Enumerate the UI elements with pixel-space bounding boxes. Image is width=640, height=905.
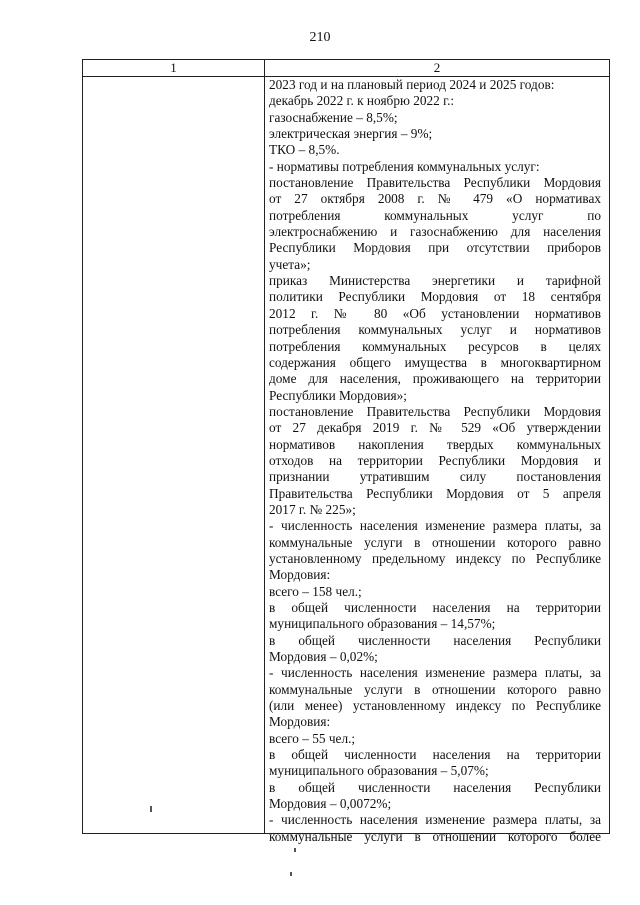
- table-body: [83, 77, 609, 844]
- scan-mark: [290, 872, 292, 876]
- text-line: учета»;: [269, 256, 311, 272]
- text-line: - численность населения изменение размера платы, за: [269, 518, 601, 534]
- text-line: содержания общего имущества в многоквартирном: [269, 354, 601, 370]
- text-line: Республики Мордовия при отсутствии приборов: [269, 240, 601, 256]
- text-line: постановление Правительства Республики Мордовия: [269, 403, 601, 419]
- text-line: в общей численности населения на территории: [269, 600, 601, 615]
- text-line: газоснабжение – 8,5%;: [269, 109, 398, 125]
- text-line: 2023 год и на плановый период 2024 и 2025 годов:: [269, 77, 555, 92]
- content-table: [82, 59, 610, 844]
- table-header-row: [83, 60, 609, 77]
- text-line: Мордовия – 0,0072%;: [269, 796, 392, 812]
- text-line: муниципального образования – 5,07%;: [269, 763, 489, 779]
- text-line: в общей численности населения Республики: [269, 779, 601, 795]
- text-line: 2017 г. № 225»;: [269, 501, 356, 517]
- text-line: всего – 158 чел.;: [269, 583, 362, 599]
- text-line: Мордовия:: [269, 714, 331, 730]
- text-line: приказ Министерства энергетики и тарифной: [269, 273, 601, 289]
- text-line: муниципального образования – 14,57%;: [269, 616, 496, 632]
- text-line: ТКО – 8,5%.: [269, 142, 340, 158]
- text-line: электрическая энергия – 9%;: [269, 126, 433, 142]
- text-line: всего – 55 чел.;: [269, 730, 356, 746]
- table-cell-column-2: [269, 77, 601, 845]
- text-line: (или менее) установленному индексу по Республике: [269, 698, 601, 714]
- text-line: от 27 декабря 2019 г. № 529 «Об утверждении: [269, 420, 601, 436]
- text-line: нормативов накопления твердых коммунальных: [269, 436, 601, 452]
- text-line: - нормативы потребления коммунальных услуг:: [269, 158, 540, 174]
- column-header-2: 2: [433, 60, 441, 75]
- text-line: Мордовия:: [269, 567, 331, 583]
- column-header-1: 1: [83, 60, 265, 76]
- text-line: Республики Мордовия»;: [269, 387, 407, 403]
- text-line: Правительства Республики Мордовия от 5 апреля: [269, 485, 601, 501]
- text-line: в общей численности населения Республики: [269, 632, 601, 648]
- text-line: политики Республики Мордовия от 18 сентября: [269, 289, 601, 305]
- text-line: в общей численности населения на территории: [269, 747, 601, 763]
- text-line: электроснабжению и газоснабжению для населения: [269, 224, 601, 240]
- text-line: доме для населения, проживающего на территории: [269, 371, 601, 387]
- column-divider: [264, 77, 265, 833]
- page-number: 210: [309, 30, 331, 45]
- text-line: потребления коммунальных услуг по: [269, 207, 601, 223]
- text-line: отходов на территории Республики Мордовия и: [269, 452, 601, 468]
- text-line: коммунальные услуги в отношении которого более: [269, 828, 601, 844]
- text-line: декабрь 2022 г. к ноябрю 2022 г.:: [269, 93, 455, 109]
- text-line: 2012 г. № 80 «Об установлении нормативов: [269, 305, 601, 321]
- text-line: - численность населения изменение размера платы, за: [269, 665, 601, 681]
- text-line: установленному предельному индексу по Республике: [269, 550, 601, 566]
- text-line: постановление Правительства Республики Мордовия: [269, 175, 601, 191]
- text-line: потребления коммунальных ресурсов в целях: [269, 338, 601, 354]
- text-line: признании утратившим силу постановления: [269, 469, 601, 485]
- text-line: коммунальные услуги в отношении которого равно: [269, 534, 601, 550]
- text-line: коммунальные услуги в отношении которого равно: [269, 681, 601, 697]
- text-line: - численность населения изменение размера платы, за: [269, 812, 601, 828]
- text-line: Мордовия – 0,02%;: [269, 649, 378, 665]
- text-line: потребления коммунальных услуг и нормативов: [269, 322, 601, 338]
- text-line: от 27 октября 2008 г. № 479 «О нормативах: [269, 191, 601, 207]
- scan-mark: [294, 848, 296, 852]
- scan-mark: [150, 806, 152, 812]
